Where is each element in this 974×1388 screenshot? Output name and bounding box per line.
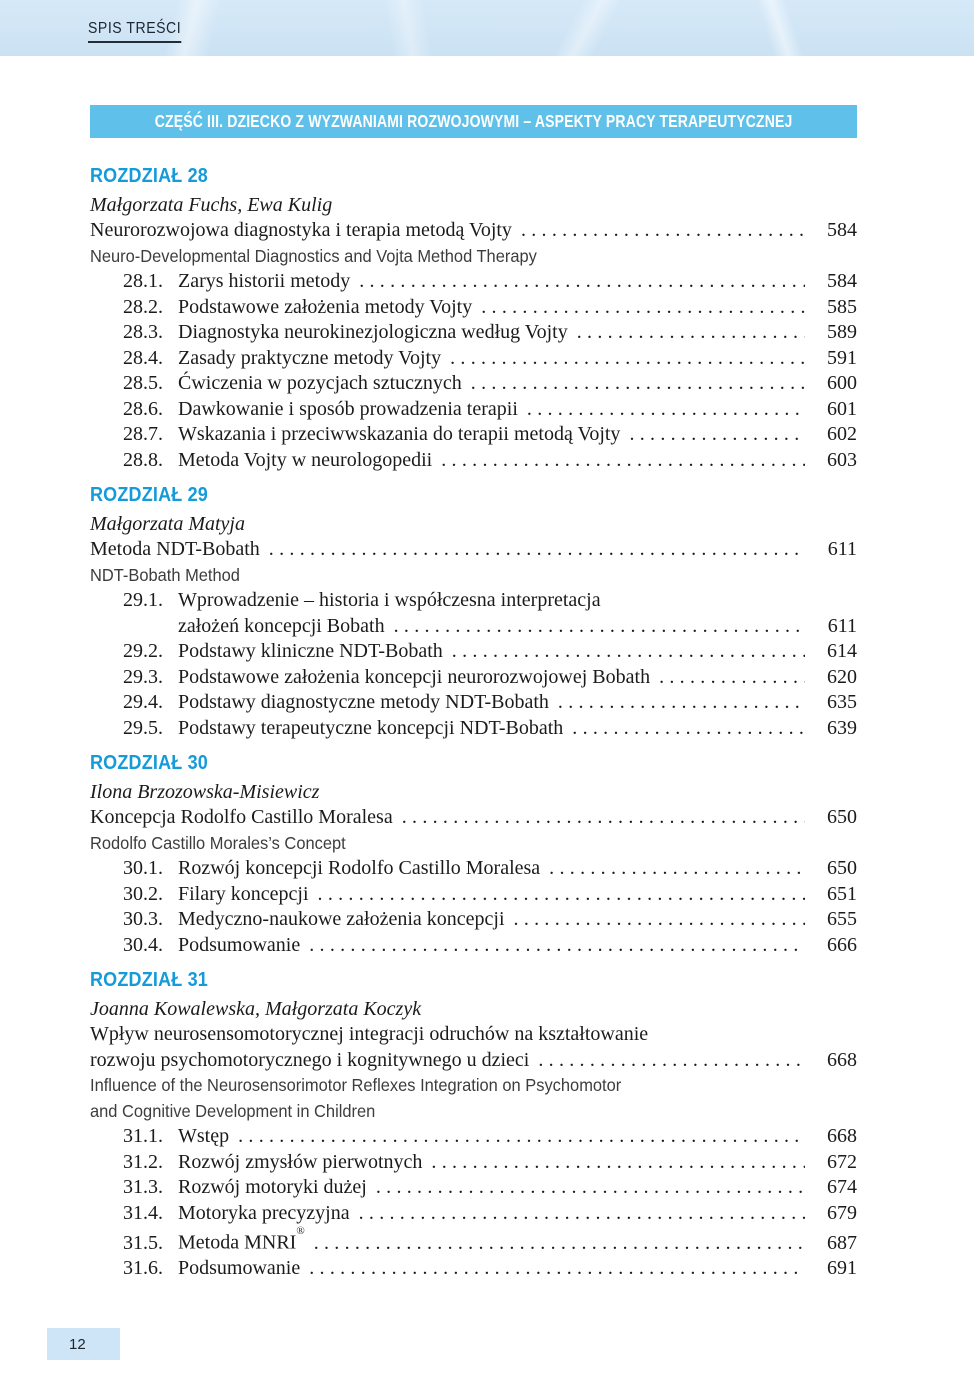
chapter-title-entry-line2 (90, 1048, 857, 1074)
section-title: Zarys historii metody (178, 270, 351, 292)
toc-entry (90, 320, 857, 346)
chapter-authors: Joanna Kowalewska, Małgorzata Koczyk (90, 998, 422, 1020)
section-number: 29.3. (123, 665, 163, 688)
dot-leader (314, 1231, 805, 1257)
chapter-authors: Ilona Brzozowska-Misiewicz (90, 781, 320, 803)
entry-title: Koncepcja Rodolfo Castillo Moralesa (90, 806, 393, 828)
section-page-number: 674 (827, 1176, 857, 1198)
dot-leader (452, 639, 805, 665)
dot-leader (629, 422, 805, 448)
section-number: 29.4. (123, 691, 163, 713)
section-number: 29.1. (123, 589, 163, 611)
section-number: 28.7. (123, 423, 163, 445)
section-page-number: 651 (827, 882, 857, 905)
section-page-number: 614 (827, 640, 857, 662)
section-number: 31.2. (123, 1150, 163, 1173)
chapter-subtitle-label: NDT-Bobath Method (90, 564, 240, 585)
chapter-heading (90, 968, 857, 992)
dot-leader (577, 320, 805, 346)
part-banner (90, 105, 857, 138)
section-page-number: 639 (827, 716, 857, 739)
section-number: 29.5. (123, 716, 163, 739)
section-title-continuation: założeń koncepcji Bobath (178, 614, 385, 637)
section-page-number: 602 (827, 423, 857, 445)
section-page-number: 668 (827, 1125, 857, 1147)
dot-leader (481, 295, 805, 321)
chapter-heading (90, 751, 857, 775)
dot-leader (394, 614, 805, 640)
section-page-number: 603 (827, 448, 857, 471)
toc-entry (90, 269, 857, 295)
section-title: Metoda Vojty w neurologopedii (178, 448, 433, 471)
chapter-subtitle-label: Influence of the Neurosensorimotor Reflexes Integration on Psychomotor (90, 1075, 622, 1095)
chapter-title-entry-line1 (90, 1022, 857, 1048)
section-page-number: 691 (827, 1257, 857, 1280)
chapter-28 (90, 164, 857, 473)
section-page-number: 601 (827, 397, 857, 420)
section-number: 30.4. (123, 933, 163, 956)
toc-entry (90, 397, 857, 423)
toc-entry (90, 422, 857, 448)
toc-entry-continuation (90, 614, 857, 640)
section-page-number: 635 (827, 691, 857, 713)
section-title: Dawkowanie i sposób prowadzenia terapii (178, 397, 518, 420)
chapter-title-entry (90, 805, 857, 831)
section-title: Podsumowanie (178, 933, 301, 956)
section-title: Rozwój zmysłów pierwotnych (178, 1150, 423, 1173)
section-page-number: 666 (827, 933, 857, 956)
section-page-number: 620 (827, 665, 857, 688)
footer-page-box (47, 1328, 120, 1360)
dot-leader (549, 856, 805, 882)
entry-page-number: 611 (827, 538, 857, 560)
section-page-number: 672 (827, 1150, 857, 1173)
dot-leader (527, 397, 805, 423)
chapter-30 (90, 751, 857, 958)
chapter-authors: Małgorzata Fuchs, Ewa Kulig (90, 194, 333, 216)
chapter-subtitle-en-line2 (90, 1099, 857, 1125)
chapter-heading-label: ROZDZIAŁ 28 (90, 165, 208, 187)
chapter-subtitle-en (90, 244, 857, 270)
chapter-subtitle-en-line1 (90, 1073, 857, 1099)
toc-content (90, 164, 857, 1282)
chapter-title-entry (90, 537, 857, 563)
part-banner-label: CZĘŚĆ III. DZIECKO Z WYZWANIAMI ROZWOJOWYMI – ASPEKTY PRACY TERAPEUTYCZNEJ (154, 111, 793, 131)
dot-leader (450, 346, 805, 372)
section-page-number: 589 (827, 321, 857, 343)
section-title: Rozwój koncepcji Rodolfo Castillo Moralesa (178, 857, 541, 879)
toc-entry (90, 1150, 857, 1176)
dot-leader (238, 1124, 805, 1150)
dot-leader (318, 882, 805, 908)
section-title: Podstawy diagnostyczne metody NDT-Bobath (178, 691, 549, 713)
section-title: Medyczno-naukowe założenia koncepcji (178, 908, 505, 930)
chapter-subtitle-label: and Cognitive Development in Children (90, 1100, 376, 1121)
dot-leader (514, 907, 805, 933)
dot-leader (538, 1048, 805, 1074)
dot-leader (309, 933, 805, 959)
entry-title-continuation: rozwoju psychomotorycznego i kognitywnego u dzieci (90, 1048, 530, 1071)
section-title: Zasady praktyczne metody Vojty (178, 346, 442, 369)
chapter-29 (90, 483, 857, 741)
dot-leader (359, 269, 805, 295)
chapter-heading (90, 164, 857, 188)
section-title: Podstawowe założenia koncepcji neurorozwojowej Bobath (178, 665, 651, 688)
dot-leader (471, 371, 805, 397)
chapter-authors: Małgorzata Matyja (90, 513, 245, 535)
chapter-heading-label: ROZDZIAŁ 30 (90, 752, 208, 774)
toc-entry (90, 295, 857, 321)
section-title: Motoryka precyzyjna (178, 1201, 350, 1224)
chapter-subtitle-label: Rodolfo Castillo Morales’s Concept (90, 832, 346, 853)
dot-leader (431, 1150, 805, 1176)
chapter-heading (90, 483, 857, 507)
chapter-subtitle-en (90, 563, 857, 589)
entry-title: Metoda NDT-Bobath (90, 538, 260, 560)
dot-leader (441, 448, 805, 474)
toc-entry (90, 856, 857, 882)
chapter-31 (90, 968, 857, 1282)
toc-entry (90, 639, 857, 665)
section-number: 28.3. (123, 321, 163, 343)
section-number: 28.4. (123, 346, 163, 369)
section-number: 28.6. (123, 397, 163, 420)
chapter-heading-label: ROZDZIAŁ 31 (90, 969, 208, 991)
toc-entry (90, 933, 857, 959)
section-title: Podstawy kliniczne NDT-Bobath (178, 640, 443, 662)
dot-leader (558, 690, 805, 716)
section-number: 28.8. (123, 448, 163, 471)
section-title: Wstęp (178, 1125, 230, 1147)
section-title: Diagnostyka neurokinezjologiczna według Vojty (178, 321, 568, 343)
toc-entry (90, 448, 857, 474)
toc-entry (90, 588, 857, 614)
section-title: Wskazania i przeciwwskazania do terapii metodą Vojty (178, 423, 621, 445)
entry-page-number: 584 (827, 219, 857, 241)
section-number: 30.2. (123, 882, 163, 905)
chapter-heading-label: ROZDZIAŁ 29 (90, 484, 208, 506)
toc-entry (90, 690, 857, 716)
toc-entry (90, 882, 857, 908)
section-page-number: 679 (827, 1201, 857, 1224)
section-title: Ćwiczenia w pozycjach sztucznych (178, 372, 462, 394)
dot-leader (359, 1201, 805, 1227)
section-number: 28.5. (123, 372, 163, 394)
dot-leader (659, 665, 805, 691)
dot-leader (572, 716, 805, 742)
section-title: Podstawy terapeutyczne koncepcji NDT-Bobath (178, 716, 564, 739)
toc-entry (90, 1226, 857, 1256)
toc-entry (90, 716, 857, 742)
section-number: 28.1. (123, 270, 163, 292)
toc-entry (90, 346, 857, 372)
section-page-number: 611 (827, 614, 857, 637)
footer-page-number: 12 (69, 1335, 86, 1353)
entry-page-number: 650 (827, 806, 857, 828)
chapter-subtitle-en (90, 831, 857, 857)
dot-leader (269, 537, 805, 563)
section-page-number: 650 (827, 857, 857, 879)
toc-entry (90, 907, 857, 933)
section-page-number: 687 (827, 1231, 857, 1254)
section-title: Podstawowe założenia metody Vojty (178, 295, 473, 318)
chapter-subtitle-label: Neuro-Developmental Diagnostics and Vojta Method Therapy (90, 245, 537, 266)
toc-entry (90, 1175, 857, 1201)
header-band (0, 0, 974, 56)
section-page-number: 585 (827, 295, 857, 318)
section-number: 29.2. (123, 640, 163, 662)
chapter-title-entry (90, 218, 857, 244)
section-title-text: Metoda MNRI (178, 1231, 297, 1254)
toc-entry (90, 1124, 857, 1150)
section-number: 30.3. (123, 908, 163, 930)
section-title: Podsumowanie (178, 1257, 301, 1280)
section-title: Rozwój motoryki dużej (178, 1176, 367, 1198)
entry-title: Neurorozwojowa diagnostyka i terapia metodą Vojty (90, 219, 512, 241)
section-number: 31.5. (123, 1231, 163, 1254)
section-title: Filary koncepcji (178, 882, 309, 905)
toc-entry (90, 371, 857, 397)
section-title (178, 1226, 305, 1256)
toc-entry (90, 1256, 857, 1282)
toc-header-label: SPIS TREŚCI (88, 20, 181, 43)
entry-page-number: 668 (827, 1048, 857, 1071)
section-page-number: 655 (827, 908, 857, 930)
section-number: 31.3. (123, 1176, 163, 1198)
section-number: 31.6. (123, 1257, 163, 1280)
dot-leader (309, 1256, 805, 1282)
section-page-number: 600 (827, 372, 857, 394)
section-page-number: 584 (827, 270, 857, 292)
dot-leader (376, 1175, 805, 1201)
section-page-number: 591 (827, 346, 857, 369)
toc-entry (90, 665, 857, 691)
section-number: 28.2. (123, 295, 163, 318)
section-number: 31.4. (123, 1201, 163, 1224)
section-number: 30.1. (123, 857, 163, 879)
dot-leader (402, 805, 805, 831)
dot-leader (521, 218, 805, 244)
registered-trademark-mark: ® (296, 1225, 305, 1237)
section-title: Wprowadzenie – historia i współczesna interpretacja (178, 589, 601, 611)
entry-title: Wpływ neurosensomotorycznej integracji odruchów na kształtowanie (90, 1023, 649, 1045)
section-number: 31.1. (123, 1125, 163, 1147)
toc-entry (90, 1201, 857, 1227)
